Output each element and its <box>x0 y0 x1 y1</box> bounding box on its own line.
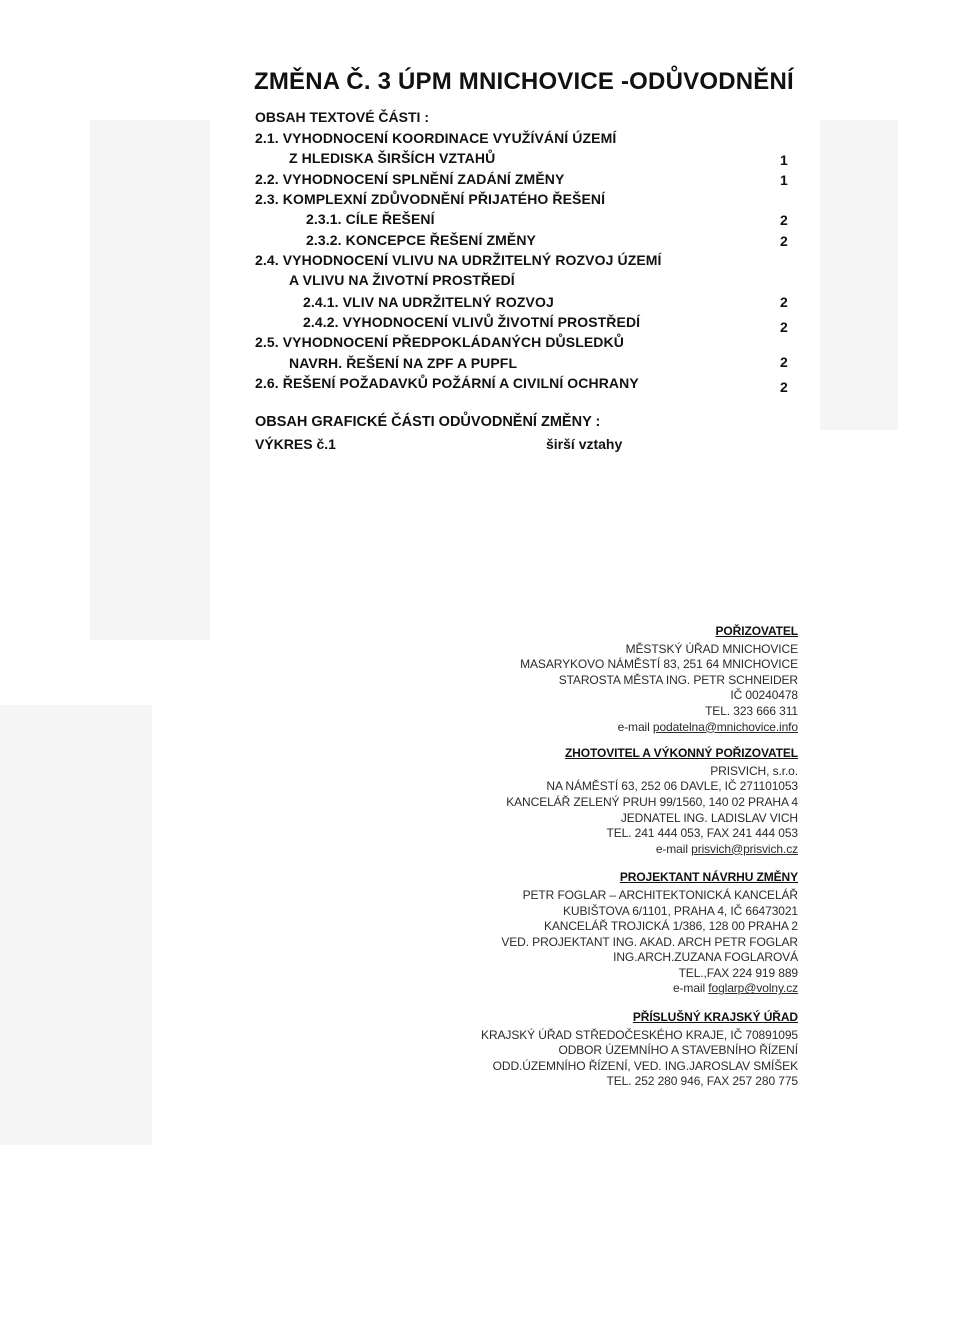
toc-page-number: 2 <box>780 212 788 228</box>
contact-line: IČ 00240478 <box>730 688 798 703</box>
contact-role: POŘIZOVATEL <box>715 624 798 638</box>
contact-line: PETR FOGLAR – ARCHITEKTONICKÁ KANCELÁŘ <box>522 887 798 902</box>
contact-email-line <box>481 720 798 736</box>
toc-entry: 2.3. KOMPLEXNÍ ZDŮVODNĚNÍ PŘIJATÉHO ŘEŠENÍ <box>255 191 606 207</box>
toc-entry: A VLIVU NA ŽIVOTNÍ PROSTŘEDÍ <box>289 272 515 288</box>
email-prefix: e-mail <box>672 981 709 996</box>
contact-line: VED. PROJEKTANT ING. AKAD. ARCH PETR FOGLAR <box>501 934 798 949</box>
contact-line: MASARYKOVO NÁMĚSTÍ 83, 251 64 MNICHOVICE <box>520 657 798 672</box>
toc-page-number: 2 <box>780 354 788 370</box>
toc-entry: 2.5. VYHODNOCENÍ PŘEDPOKLÁDANÝCH DŮSLEDKŮ <box>255 334 624 350</box>
toc-entry: 2.4.1. VLIV NA UDRŽITELNÝ ROZVOJ <box>303 294 554 310</box>
contact-procurer <box>481 624 798 735</box>
toc-page-number: 1 <box>780 152 788 168</box>
drawing-name: širší vztahy <box>546 436 623 452</box>
toc-entry: 2.4.2. VYHODNOCENÍ VLIVŮ ŽIVOTNÍ PROSTŘEDÍ <box>303 314 641 330</box>
contact-line: ODBOR ÚZEMNÍHO A STAVEBNÍHO ŘÍZENÍ <box>558 1043 798 1058</box>
contact-line: ING.ARCH.ZUZANA FOGLAROVÁ <box>613 950 798 965</box>
contact-line: KANCELÁŘ ZELENÝ PRUH 99/1560, 140 02 PRAHA 4 <box>506 794 798 809</box>
drawing-label: VÝKRES č.1 <box>255 436 336 452</box>
contact-line: KANCELÁŘ TROJICKÁ 1/386, 128 00 PRAHA 2 <box>543 919 798 934</box>
contact-role: ZHOTOVITEL A VÝKONNÝ POŘIZOVATEL <box>564 746 798 761</box>
contact-line: TEL.,FAX 224 919 889 <box>678 965 798 980</box>
contact-designer <box>481 870 798 997</box>
email-link[interactable]: prisvich@prisvich.cz <box>691 841 798 856</box>
toc-page-number: 2 <box>780 294 788 310</box>
graphic-section-heading: OBSAH GRAFICKÉ ČÁSTI ODŮVODNĚNÍ ZMĚNY : <box>255 414 601 430</box>
toc-entry: 2.2. VYHODNOCENÍ SPLNĚNÍ ZADÁNÍ ZMĚNY <box>255 171 565 187</box>
email-link[interactable]: podatelna@mnichovice.info <box>652 719 798 734</box>
contact-line: KRAJSKÝ ÚŘAD STŘEDOČESKÉHO KRAJE, IČ 70891095 <box>481 1027 798 1042</box>
toc-entry: NAVRH. ŘEŠENÍ NA ZPF A PUPFL <box>289 355 518 371</box>
contact-line: ODD.ÚZEMNÍHO ŘÍZENÍ, VED. ING.JAROSLAV SMÍŠEK <box>492 1058 798 1073</box>
contact-role: PROJEKTANT NÁVRHU ZMĚNY <box>619 870 798 885</box>
toc-entry: 2.6. ŘEŠENÍ POŽADAVKŮ POŽÁRNÍ A CIVILNÍ OCHRANY <box>255 375 639 391</box>
toc-page-number: 1 <box>780 172 788 188</box>
contact-line: PRISVICH, s.r.o. <box>710 763 798 778</box>
contacts-block <box>481 624 798 1103</box>
toc-entry: Z HLEDISKA ŠIRŠÍCH VZTAHŮ <box>289 150 496 166</box>
contact-email-line <box>481 981 798 997</box>
email-link[interactable]: foglarp@volny.cz <box>708 981 798 996</box>
contact-line: MĚSTSKÝ ÚŘAD MNICHOVICE <box>625 641 798 656</box>
email-prefix: e-mail <box>655 841 692 856</box>
document-title: ZMĚNA Č. 3 ÚPM MNICHOVICE -ODŮVODNĚNÍ <box>254 68 794 95</box>
contact-line: KUBIŠTOVA 6/1101, PRAHA 4, IČ 66473021 <box>562 903 798 918</box>
contact-line: JEDNATEL ING. LADISLAV VICH <box>620 810 798 825</box>
contact-line: TEL. 252 280 946, FAX 257 280 775 <box>606 1074 798 1089</box>
toc-page-number: 2 <box>780 379 788 395</box>
toc-entry: 2.3.2. KONCEPCE ŘEŠENÍ ZMĚNY <box>306 232 536 248</box>
contact-line: NA NÁMĚSTÍ 63, 252 06 DAVLE, IČ 271101053 <box>546 779 798 794</box>
contact-line: TEL. 323 666 311 <box>705 703 798 718</box>
toc-page-number: 2 <box>780 233 788 249</box>
toc-entry: 2.3.1. CÍLE ŘEŠENÍ <box>306 211 435 227</box>
contact-regional-office <box>481 1010 798 1090</box>
contact-email-line <box>481 842 798 858</box>
contact-contractor <box>481 746 798 857</box>
contact-role: PŘÍSLUŠNÝ KRAJSKÝ ÚŘAD <box>632 1010 798 1025</box>
email-prefix: e-mail <box>617 719 653 734</box>
text-section-heading: OBSAH TEXTOVÉ ČÁSTI : <box>255 109 429 125</box>
contact-line: STAROSTA MĚSTA ING. PETR SCHNEIDER <box>558 672 798 687</box>
contact-line: TEL. 241 444 053, FAX 241 444 053 <box>606 826 798 841</box>
toc-page-number: 2 <box>780 319 788 335</box>
toc-entry: 2.1. VYHODNOCENÍ KOORDINACE VYUŽÍVÁNÍ ÚZEMÍ <box>255 130 617 146</box>
toc-entry: 2.4. VYHODNOCENÍ VLIVU NA UDRŽITELNÝ ROZVOJ ÚZEMÍ <box>255 252 662 268</box>
